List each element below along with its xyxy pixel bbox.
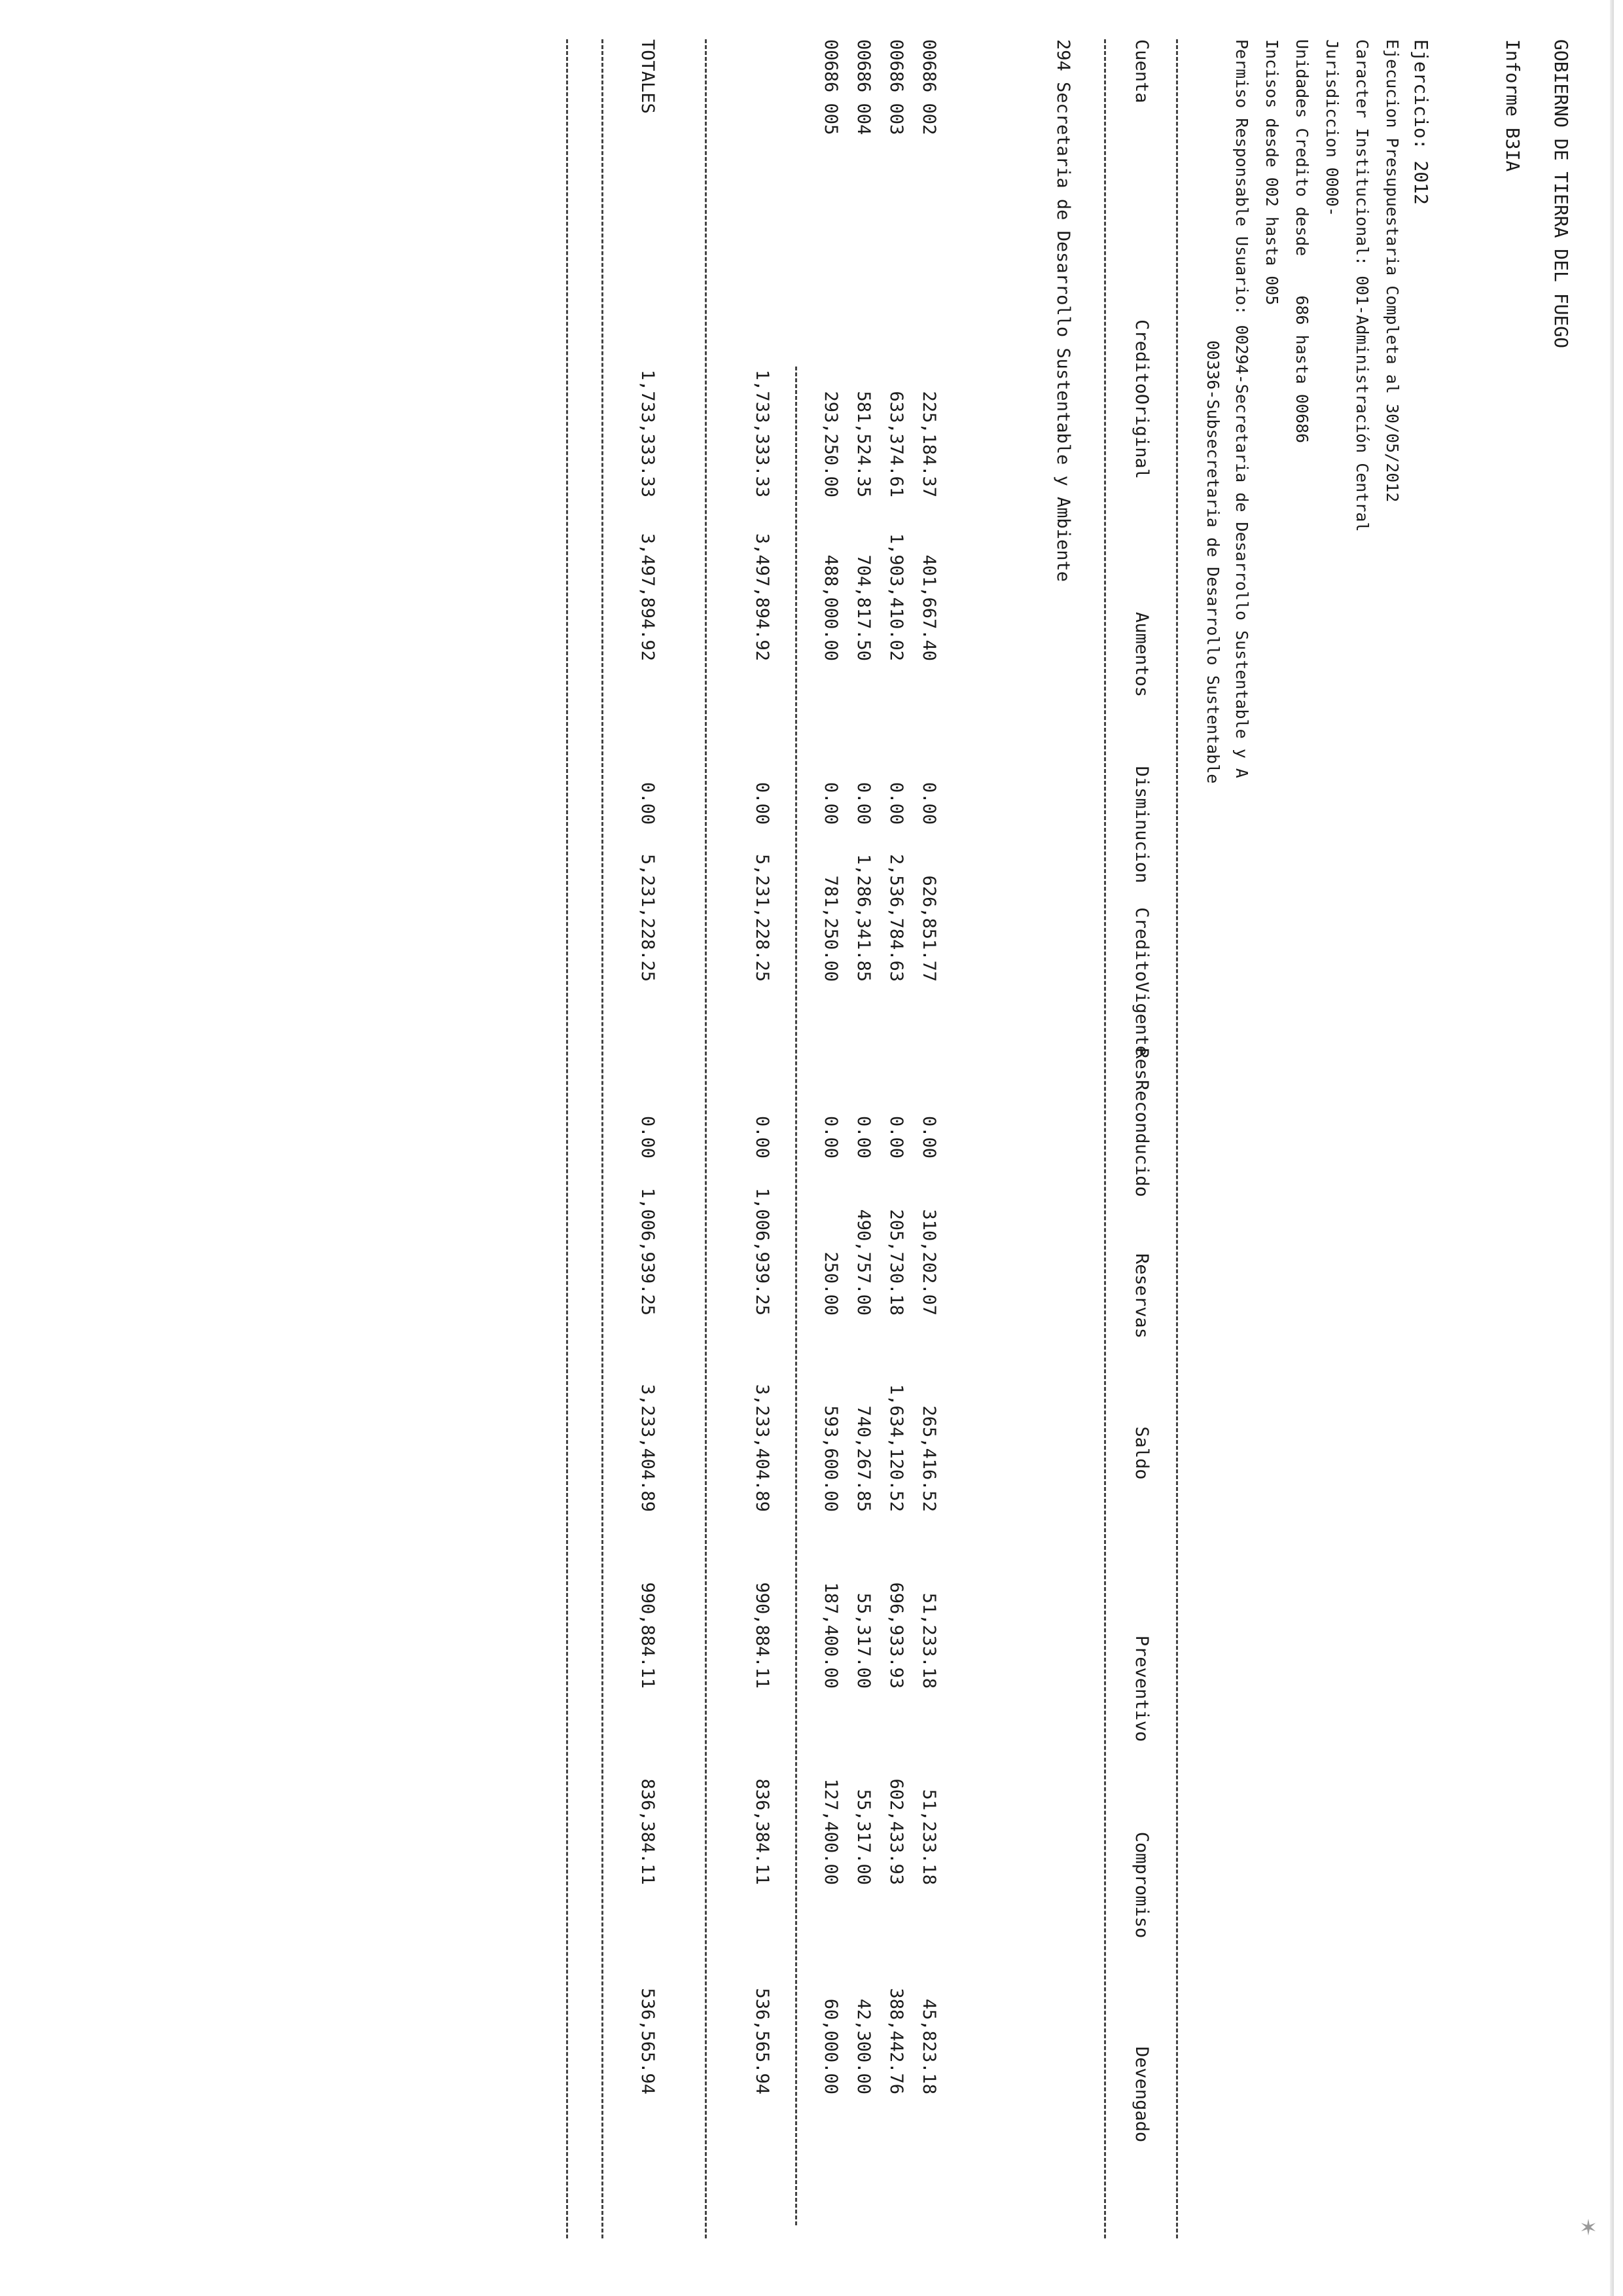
subtotal-reservas: 1,006,939.25: [752, 1187, 772, 1316]
cell-creditooriginal: 225,184.37: [919, 391, 939, 497]
column-header-devengado: Devengado: [1132, 2046, 1152, 2143]
top-edge-shadow: [1610, 0, 1614, 2296]
column-header-preventivo: Preventivo: [1132, 1635, 1152, 1742]
cell-aumentos: 488,000.00: [821, 554, 841, 661]
cell-preventivo: 51,233.18: [919, 1592, 939, 1689]
cell-devengado: 45,823.18: [919, 1998, 939, 2094]
cell-saldo: 740,267.85: [853, 1405, 874, 1512]
subtotal-saldo: 3,233,404.89: [752, 1384, 772, 1512]
divider: [1176, 39, 1178, 2238]
cell-disminucion: 0.00: [886, 781, 906, 825]
total-resreconducido: 0.00: [637, 1115, 658, 1158]
column-header-resreconducido: ResReconducido: [1132, 1048, 1152, 1197]
incisos-line: Incisos desde 002 hasta 005: [1262, 39, 1281, 306]
divider: [1104, 39, 1106, 2238]
cell-cuenta: 00686 003: [886, 39, 906, 135]
ejecucion-line: Ejecucion Presupuestaria Completa al 30/05/2012: [1383, 39, 1402, 503]
cell-resreconducido: 0.00: [853, 1115, 874, 1158]
subtotal-creditooriginal: 1,733,333.33: [752, 369, 772, 497]
total-reservas: 1,006,939.25: [637, 1187, 658, 1316]
group-title: 294 Secretaria de Desarrollo Sustentable y Ambiente: [1053, 39, 1073, 583]
cell-cuenta: 00686 005: [821, 39, 841, 135]
cell-compromiso: 51,233.18: [919, 1789, 939, 1885]
org-title: GOBIERNO DE TIERRA DEL FUEGO: [1550, 39, 1572, 349]
cell-reservas: 250.00: [821, 1251, 841, 1316]
subtotal-aumentos: 3,497,894.92: [752, 533, 772, 661]
subtotal-compromiso: 836,384.11: [752, 1778, 772, 1885]
unidades-line: Unidades Credito desde 686 hasta 00686: [1293, 39, 1311, 444]
ejercicio-line: Ejercicio: 2012: [1410, 39, 1432, 205]
total-devengado: 536,565.94: [637, 1988, 658, 2094]
total-aumentos: 3,497,894.92: [637, 533, 658, 661]
column-header-cuenta: Cuenta: [1132, 39, 1152, 103]
subtotal-resreconducido: 0.00: [752, 1115, 772, 1158]
cell-reservas: 310,202.07: [919, 1209, 939, 1316]
cell-aumentos: 401,667.40: [919, 554, 939, 661]
subtotal-devengado: 536,565.94: [752, 1988, 772, 2094]
total-disminucion: 0.00: [637, 781, 658, 825]
subtotal-preventivo: 990,884.11: [752, 1582, 772, 1689]
cell-creditovigente: 626,851.77: [919, 875, 939, 982]
cell-devengado: 42,300.00: [853, 1998, 874, 2094]
jurisdiccion-line: Jurisdiccion 0000-: [1323, 39, 1342, 217]
column-header-compromiso: Compromiso: [1132, 1831, 1152, 1939]
cell-creditovigente: 2,536,784.63: [886, 853, 906, 982]
cell-creditovigente: 1,286,341.85: [853, 853, 874, 982]
cell-aumentos: 704,817.50: [853, 554, 874, 661]
divider: [601, 39, 603, 2238]
permiso-line: Permiso Responsable Usuario: 00294-Secretaria de Desarrollo Sustentable y A: [1232, 39, 1251, 778]
cell-cuenta: 00686 004: [853, 39, 874, 135]
cell-reservas: 205,730.18: [886, 1209, 906, 1316]
divider: [705, 39, 707, 2238]
cell-resreconducido: 0.00: [821, 1115, 841, 1158]
cell-aumentos: 1,903,410.02: [886, 533, 906, 661]
scan-mark-icon: ✶: [1580, 2212, 1597, 2242]
subtotal-divider: [795, 367, 797, 2225]
total-preventivo: 990,884.11: [637, 1582, 658, 1689]
cell-resreconducido: 0.00: [886, 1115, 906, 1158]
report-title: Informe B3IA: [1502, 39, 1524, 172]
cell-reservas: 490,757.00: [853, 1209, 874, 1316]
subtotal-creditovigente: 5,231,228.25: [752, 853, 772, 982]
total-compromiso: 836,384.11: [637, 1778, 658, 1885]
cell-creditovigente: 781,250.00: [821, 875, 841, 982]
cell-creditooriginal: 293,250.00: [821, 391, 841, 497]
cell-preventivo: 696,933.93: [886, 1582, 906, 1689]
cell-compromiso: 55,317.00: [853, 1789, 874, 1885]
cell-saldo: 1,634,120.52: [886, 1384, 906, 1512]
cell-compromiso: 127,400.00: [821, 1778, 841, 1885]
cell-saldo: 593,600.00: [821, 1405, 841, 1512]
column-header-aumentos: Aumentos: [1132, 611, 1152, 698]
cell-devengado: 388,442.76: [886, 1988, 906, 2094]
divider: [566, 39, 568, 2238]
cell-preventivo: 187,400.00: [821, 1582, 841, 1689]
total-saldo: 3,233,404.89: [637, 1384, 658, 1512]
cell-cuenta: 00686 002: [919, 39, 939, 135]
cell-disminucion: 0.00: [853, 781, 874, 825]
cell-preventivo: 55,317.00: [853, 1592, 874, 1689]
cell-creditooriginal: 633,374.61: [886, 391, 906, 497]
caracter-line: Caracter Institucional: 001-Administración Central: [1353, 39, 1372, 532]
column-header-creditooriginal: CreditoOriginal: [1132, 319, 1152, 479]
total-cuenta: TOTALES: [637, 39, 658, 114]
cell-saldo: 265,416.52: [919, 1405, 939, 1512]
subtotal-disminucion: 0.00: [752, 781, 772, 825]
cell-resreconducido: 0.00: [919, 1115, 939, 1158]
cell-creditooriginal: 581,524.35: [853, 391, 874, 497]
permiso-line-2: 00336-Subsecretaria de Desarrollo Sustentable: [1204, 340, 1222, 784]
column-header-reservas: Reservas: [1132, 1253, 1152, 1339]
column-header-creditovigente: CreditoVigente: [1132, 907, 1152, 1056]
cell-devengado: 60,000.00: [821, 1998, 841, 2094]
cell-disminucion: 0.00: [821, 781, 841, 825]
column-header-saldo: Saldo: [1132, 1426, 1152, 1480]
cell-compromiso: 602,433.93: [886, 1778, 906, 1885]
cell-disminucion: 0.00: [919, 781, 939, 825]
total-creditooriginal: 1,733,333.33: [637, 369, 658, 497]
total-creditovigente: 5,231,228.25: [637, 853, 658, 982]
column-header-disminucion: Disminucion: [1132, 766, 1152, 884]
